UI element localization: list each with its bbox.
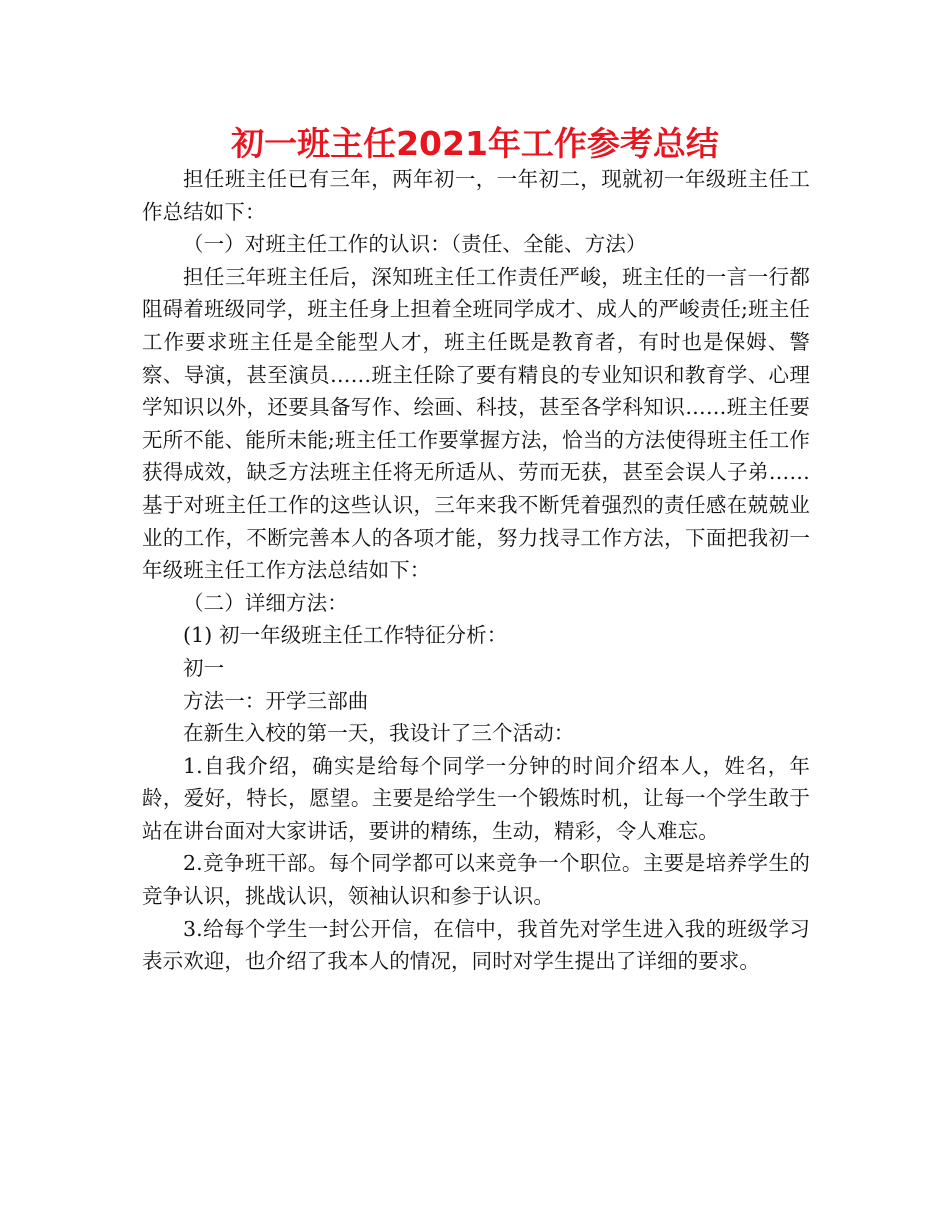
paragraph-intro: 担任班主任已有三年，两年初一，一年初二，现就初一年级班主任工作总结如下： [142, 167, 810, 224]
paragraph-grade-label: 初一 [183, 655, 225, 680]
paragraph-section-2-heading: （二）详细方法： [183, 590, 348, 615]
document-title: 初一班主任2021年工作参考总结 [231, 124, 719, 163]
paragraph-first-day: 在新生入校的第一天，我设计了三个活动： [183, 721, 575, 746]
document-body [142, 163, 810, 978]
paragraph-item-2: 2.竞争班干部。每个同学都可以来竞争一个职位。主要是培养学生的竞争认识，挑战认识，领袖认识和参于认识。 [142, 851, 810, 909]
paragraph-method-one: 方法一：开学三部曲 [183, 688, 369, 713]
paragraph-section-1-heading: （一）对班主任工作的认识：（责任、全能、方法） [183, 232, 647, 257]
paragraph-item-3: 3.给每个学生一封公开信，在信中，我首先对学生进入我的班级学习表示欢迎，也介绍了我本人的情况，同时对学生提出了详细的要求。 [142, 916, 810, 974]
paragraph-analysis-heading: (1) 初一年级班主任工作特征分析： [183, 623, 508, 648]
paragraph-item-1: 1.自我介绍，确实是给每个同学一分钟的时间介绍本人，姓名，年龄，爱好，特长，愿望。主要是给学生一个锻炼时机，让每一个学生敢于站在讲台面对大家讲话，要讲的精练，生动，精彩，令人难忘。 [142, 753, 810, 843]
paragraph-understanding: 担任三年班主任后，深知班主任工作责任严峻，班主任的一言一行都阻碍着班级同学，班主任身上担着全班同学成才、成人的严峻责任;班主任工作要求班主任是全能型人才，班主任既是教育者，有时也是保姆、警察、导演，甚至演员……班主任除了要有精良的专业知识和教育学、心理学知识以外，还要具备写作、绘画、科技，甚至各学科知识……班主任要无所不能、能所未能;班主任工作要掌握方法，恰当的方法使得班主任工作获得成效，缺乏方法班主任将无所适从、劳而无获，甚至会误人子弟……基于对班主任工作的这些认识，三年来我不断凭着强烈的责任感在兢兢业业的工作，不断完善本人的各项才能，努力找寻工作方法，下面把我初一年级班主任工作方法总结如下： [142, 264, 810, 583]
